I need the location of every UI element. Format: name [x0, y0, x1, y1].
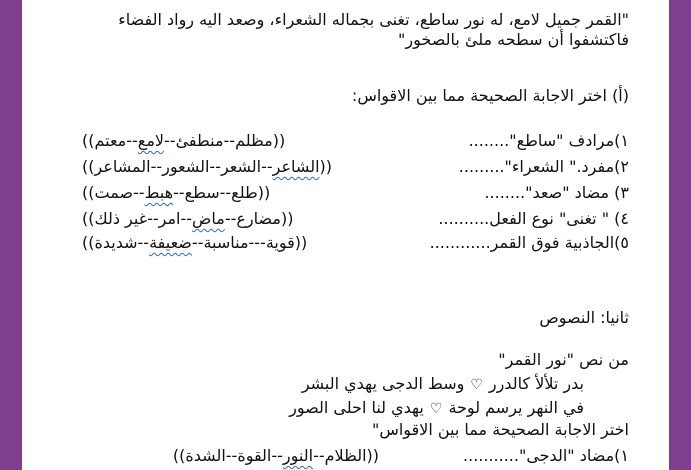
right-border-bar: [669, 0, 691, 470]
question-text: ٢)مفرد." الشعراء".........: [458, 157, 629, 176]
passage-line-1: "القمر جميل لامع، له نور ساطع، تغنى بجماله الشعراء، وصعد اليه رواد الفضاء: [118, 10, 629, 29]
left-border-bar: [0, 0, 22, 470]
answer-options: ((الشاعر--الشعر--الشعور--المشاعر)): [82, 157, 332, 176]
poem-verse-1: بدر تلألأ كالدرر♡وسط الدجى يهدي البشر: [301, 374, 584, 393]
selected-answer: ماض: [192, 209, 225, 228]
answer-options: ((مضارع--ماض--امر--غير ذلك)): [82, 209, 294, 228]
selected-answer: الشاعر: [272, 157, 320, 176]
heart-icon: ♡: [470, 377, 483, 393]
answer-options: ((طلع--سطع--هبط--صمت)): [82, 183, 271, 202]
worksheet: [22, 0, 669, 470]
question-row-3: [82, 183, 629, 203]
selected-answer: لامع: [137, 131, 165, 150]
answer-options: ((الظلام--النور--القوة--الشدة)): [172, 446, 379, 465]
question-text: ٤) " تغنى" نوع الفعل..........: [438, 209, 629, 228]
selected-answer: ضعيفة: [149, 233, 192, 252]
poem-source: من نص "نور القمر": [498, 350, 629, 369]
question-row-2: [82, 157, 629, 177]
selected-answer: هبط: [144, 183, 174, 202]
poem-verse-2: في النهر يرسم لوحة♡يهدي لنا احلى الصور: [289, 398, 584, 417]
question-text: ١)مضاد "الدجى"...........: [463, 446, 629, 465]
question-row-4: [82, 209, 629, 229]
question-text: ٣) مضاد "صعد"........: [484, 183, 629, 202]
answer-options: ((مظلم--منطفئ--لامع--معتم)): [82, 131, 286, 150]
question-text: ١)مرادف "ساطع"........: [468, 131, 629, 150]
section-b-instruction: اختر الاجابة الصحيحة مما بين الاقواس": [371, 420, 629, 439]
answer-options: ((قوية---مناسبة--ضعيفة--شديدة)): [82, 233, 308, 252]
heart-icon: ♡: [429, 401, 443, 417]
section-a-instruction: (أ) اختر الاجابة الصحيحة مما بين الاقواس:: [351, 86, 629, 105]
question-row-1: [82, 131, 629, 151]
selected-answer: النور: [282, 446, 314, 465]
section-b-heading: ثانيا: النصوص: [539, 308, 629, 327]
passage-line-2: فاكتشفوا أن سطحه ملئ بالصخور": [398, 30, 629, 49]
question-row-5: [82, 233, 629, 253]
question-text: ٥)الجاذبية فوق القمر............: [429, 233, 629, 252]
question-row-b1: [172, 446, 629, 466]
